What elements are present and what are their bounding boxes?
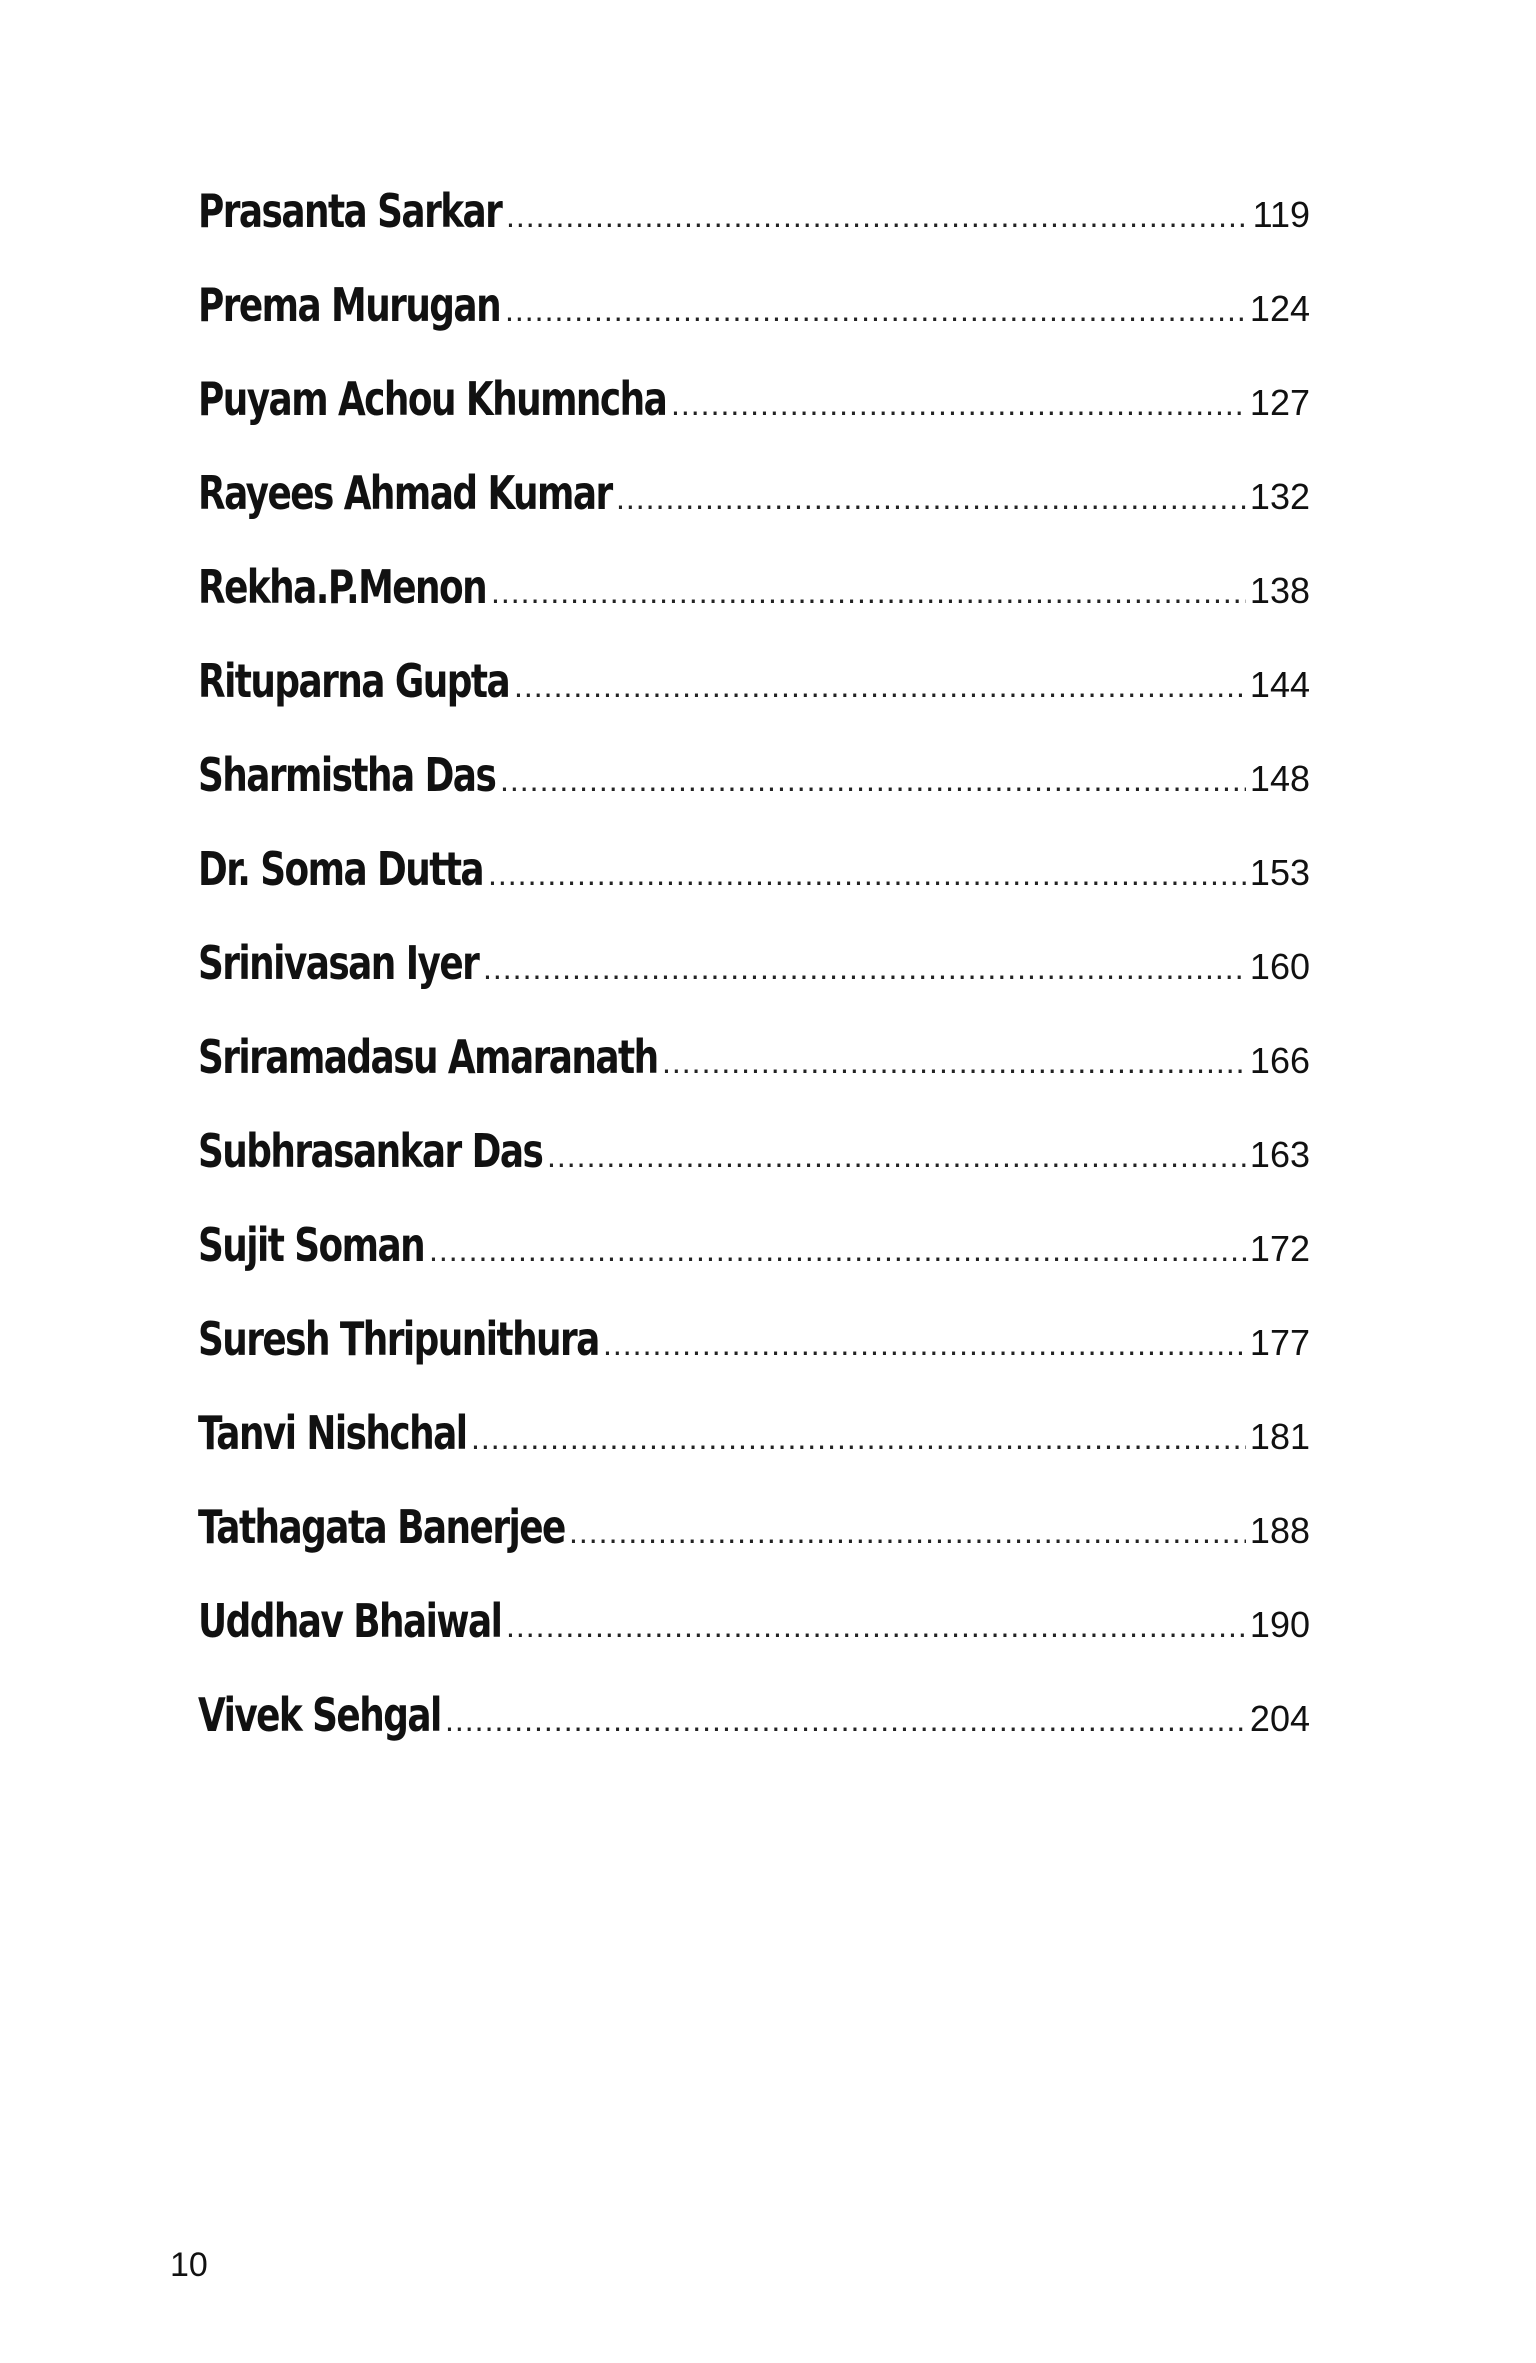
toc-entry bbox=[198, 1030, 1310, 1128]
dot-leader bbox=[569, 1516, 1246, 1548]
toc-entry bbox=[198, 184, 1310, 282]
toc-entry bbox=[198, 1500, 1310, 1598]
toc-entry-page: 172 bbox=[1249, 1228, 1310, 1269]
toc-entry-page: 163 bbox=[1249, 1134, 1310, 1175]
toc-entry-name-box bbox=[198, 184, 502, 238]
toc-entry-name-box bbox=[198, 1688, 441, 1742]
dot-leader bbox=[506, 200, 1249, 232]
toc-entry-name: Tanvi Nishchal bbox=[198, 1406, 467, 1460]
toc-entry-name-box bbox=[198, 372, 667, 426]
toc-entry-page: 148 bbox=[1249, 758, 1310, 799]
toc-entry-name-box bbox=[198, 654, 510, 708]
toc-entry bbox=[198, 278, 1310, 376]
toc-entry bbox=[198, 1594, 1310, 1692]
toc-entry-page: 119 bbox=[1252, 194, 1310, 235]
toc-entry-name: Prema Murugan bbox=[198, 278, 501, 332]
toc-entry-page: 127 bbox=[1249, 382, 1310, 423]
dot-leader bbox=[471, 1422, 1246, 1454]
toc-entry-name: Dr. Soma Dutta bbox=[198, 842, 484, 896]
table-of-contents bbox=[198, 184, 1310, 1786]
dot-leader bbox=[445, 1704, 1246, 1736]
toc-entry bbox=[198, 654, 1310, 752]
toc-entry-name-box bbox=[198, 748, 496, 802]
toc-entry-name-box bbox=[198, 1312, 599, 1366]
toc-entry-name-box bbox=[198, 1500, 565, 1554]
toc-entry-page: 124 bbox=[1249, 288, 1310, 329]
dot-leader bbox=[491, 576, 1246, 608]
toc-entry-name-box bbox=[198, 1218, 425, 1272]
dot-leader bbox=[505, 294, 1246, 326]
dot-leader bbox=[547, 1140, 1246, 1172]
toc-entry-page: 166 bbox=[1249, 1040, 1310, 1081]
toc-entry-name: Uddhav Bhaiwal bbox=[198, 1594, 502, 1648]
toc-entry-page: 132 bbox=[1249, 476, 1310, 517]
toc-entry-name: Rayees Ahmad Kumar bbox=[198, 466, 612, 520]
toc-entry-page: 160 bbox=[1249, 946, 1310, 987]
toc-entry-name-box bbox=[198, 1030, 658, 1084]
toc-entry bbox=[198, 1688, 1310, 1786]
toc-entry-name-box bbox=[198, 1406, 467, 1460]
toc-entry bbox=[198, 1312, 1310, 1410]
toc-entry-name-box bbox=[198, 936, 479, 990]
page-number: 10 bbox=[170, 2246, 208, 2284]
toc-entry-name: Prasanta Sarkar bbox=[198, 184, 502, 238]
dot-leader bbox=[483, 952, 1246, 984]
toc-entry-page: 138 bbox=[1249, 570, 1310, 611]
dot-leader bbox=[514, 670, 1246, 702]
toc-entry-name: Subhrasankar Das bbox=[198, 1124, 543, 1178]
dot-leader bbox=[506, 1610, 1246, 1642]
toc-entry bbox=[198, 842, 1310, 940]
toc-entry bbox=[198, 560, 1310, 658]
toc-entry-name: Sriramadasu Amaranath bbox=[198, 1030, 658, 1084]
dot-leader bbox=[616, 482, 1246, 514]
dot-leader bbox=[488, 858, 1246, 890]
toc-entry-name-box bbox=[198, 1124, 543, 1178]
toc-entry bbox=[198, 1218, 1310, 1316]
toc-entry-name-box bbox=[198, 560, 487, 614]
toc-entry-name: Tathagata Banerjee bbox=[198, 1500, 565, 1554]
toc-entry-page: 153 bbox=[1249, 852, 1310, 893]
toc-entry bbox=[198, 1124, 1310, 1222]
toc-entry-name: Puyam Achou Khumncha bbox=[198, 372, 667, 426]
toc-entry-name: Sharmistha Das bbox=[198, 748, 496, 802]
toc-entry-name: Rituparna Gupta bbox=[198, 654, 510, 708]
dot-leader bbox=[603, 1328, 1246, 1360]
toc-entry-name-box bbox=[198, 1594, 502, 1648]
toc-entry-name: Rekha.P.Menon bbox=[198, 560, 487, 614]
toc-entry-page: 181 bbox=[1249, 1416, 1310, 1457]
toc-entry-page: 188 bbox=[1249, 1510, 1310, 1551]
toc-entry bbox=[198, 936, 1310, 1034]
toc-entry-name: Suresh Thripunithura bbox=[198, 1312, 599, 1366]
toc-entry-page: 177 bbox=[1249, 1322, 1310, 1363]
toc-entry-name-box bbox=[198, 466, 612, 520]
toc-entry-name-box bbox=[198, 278, 501, 332]
toc-entry bbox=[198, 466, 1310, 564]
toc-entry-page: 190 bbox=[1249, 1604, 1310, 1645]
toc-entry-name: Vivek Sehgal bbox=[198, 1688, 441, 1742]
toc-entry-name-box bbox=[198, 842, 484, 896]
toc-entry-name: Sujit Soman bbox=[198, 1218, 425, 1272]
toc-entry bbox=[198, 1406, 1310, 1504]
dot-leader bbox=[671, 388, 1246, 420]
toc-entry-name: Srinivasan Iyer bbox=[198, 936, 479, 990]
dot-leader bbox=[662, 1046, 1246, 1078]
dot-leader bbox=[500, 764, 1246, 796]
dot-leader bbox=[429, 1234, 1246, 1266]
toc-entry-page: 204 bbox=[1249, 1698, 1310, 1739]
toc-entry bbox=[198, 372, 1310, 470]
toc-entry bbox=[198, 748, 1310, 846]
toc-entry-page: 144 bbox=[1249, 664, 1310, 705]
